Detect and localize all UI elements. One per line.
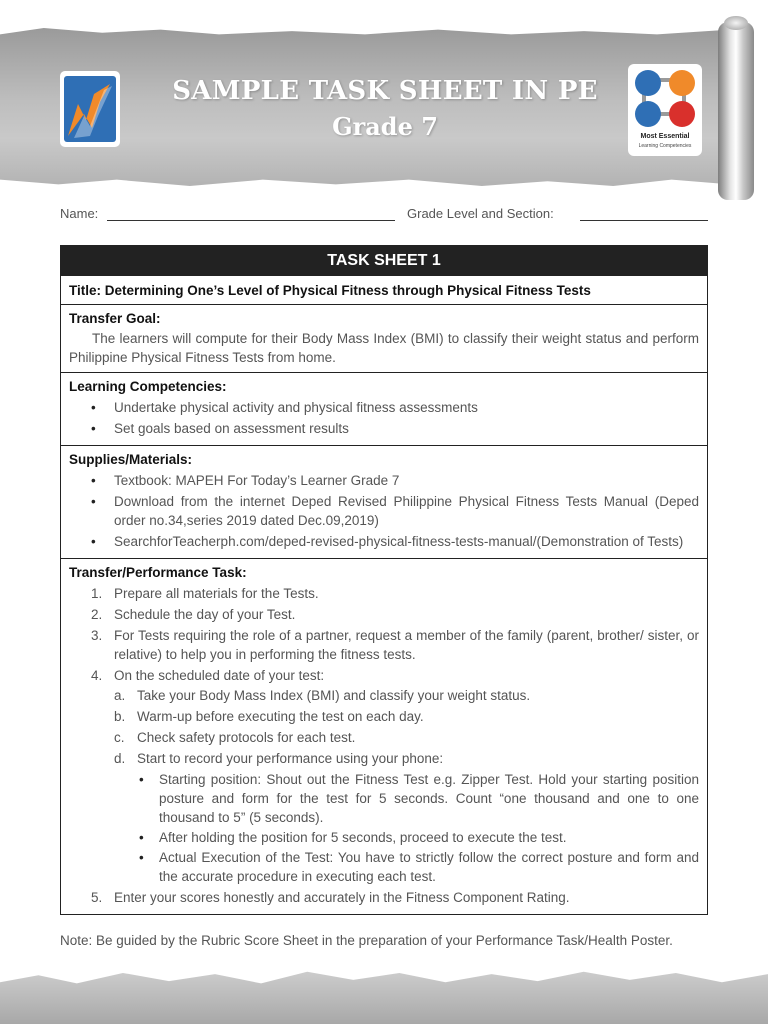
task-title: Title: Determining One’s Level of Physical Fitness through Physical Fitness Tests — [61, 275, 707, 304]
list-item: • After holding the position for 5 seconds, proceed to execute the test. — [137, 828, 699, 847]
transfer-goal-section — [61, 304, 707, 372]
grade-section-label: Grade Level and Section: — [407, 206, 554, 221]
list-item: • Starting position: Shout out the Fitness Test e.g. Zipper Test. Hold your starting position posture and form for the test for 5 seconds. Count “one thousand and one to one thousand to 5” (5 seconds). — [137, 770, 699, 827]
step-marker: 4. — [91, 668, 103, 683]
grade-section-field[interactable] — [580, 220, 708, 221]
performance-task-heading: Transfer/Performance Task: — [69, 565, 247, 580]
step-text: Prepare all materials for the Tests. — [114, 586, 319, 601]
transfer-goal-text: The learners will compute for their Body Mass Index (BMI) to classify their weight status and perform Philippine Physical Fitness Tests from home. — [69, 331, 699, 365]
step-item — [69, 888, 699, 907]
step-item — [69, 626, 699, 664]
substep-marker: b. — [114, 709, 126, 724]
step-item — [69, 666, 699, 886]
supplies-heading: Supplies/Materials: — [69, 452, 193, 467]
step-marker: 1. — [91, 586, 103, 601]
substep-text: Take your Body Mass Index (BMI) and classify your weight status. — [137, 688, 531, 703]
step-text: Schedule the day of your Test. — [114, 607, 296, 622]
list-item: • SearchforTeacherph.com/deped-revised-physical-fitness-tests-manual/(Demonstration of Tests) — [69, 532, 699, 551]
name-label: Name: — [60, 206, 99, 221]
melc-logo-subtitle: Learning Competencies — [638, 143, 692, 149]
deped-logo-icon — [64, 76, 116, 142]
step-marker: 2. — [91, 607, 103, 622]
step-marker: 5. — [91, 890, 103, 905]
step-text: Enter your scores honestly and accurately in the Fitness Component Rating. — [114, 890, 570, 905]
substep-item — [114, 749, 699, 886]
list-item: • Download from the internet Deped Revised Philippine Physical Fitness Tests Manual (Deped order no.34,series 2019 dated Dec.09,2019) — [69, 492, 699, 530]
melc-logo-icon — [631, 67, 699, 133]
name-field[interactable] — [107, 220, 395, 221]
melc-logo-title: Most Essential — [640, 133, 690, 140]
substep-item — [114, 728, 699, 747]
list-item: • Textbook: MAPEH For Today’s Learner Grade 7 — [69, 471, 699, 490]
bottom-torn-paper-decoration — [0, 966, 768, 1024]
step-text: For Tests requiring the role of a partner, request a member of the family (parent, brother/ sister, or relative) to help you in performing the fitness tests. — [114, 628, 699, 662]
melc-logo — [628, 64, 702, 156]
footer-note: Note: Be guided by the Rubric Score Sheet in the preparation of your Performance Task/Health Poster. — [60, 933, 673, 948]
supplies-section — [61, 445, 707, 558]
substep-item — [114, 686, 699, 705]
learning-competencies-heading: Learning Competencies: — [69, 379, 227, 394]
task-sheet-heading: TASK SHEET 1 — [61, 246, 707, 275]
transfer-goal-heading: Transfer Goal: — [69, 311, 161, 326]
step-text: On the scheduled date of your test: — [114, 668, 325, 683]
deped-logo — [60, 71, 120, 147]
student-info-row — [60, 206, 710, 226]
substep-text: Check safety protocols for each test. — [137, 730, 356, 745]
list-item: • Set goals based on assessment results — [69, 419, 699, 438]
list-item: • Actual Execution of the Test: You have to strictly follow the correct posture and form and the accurate procedure in executing each test. — [137, 848, 699, 886]
page-title: SAMPLE TASK SHEET IN PE — [172, 76, 598, 106]
substep-text: Warm-up before executing the test on each day. — [137, 709, 424, 724]
substep-marker: d. — [114, 751, 126, 766]
step-item — [69, 605, 699, 624]
list-item: • Undertake physical activity and physical fitness assessments — [69, 398, 699, 417]
substep-item — [114, 707, 699, 726]
step-item — [69, 584, 699, 603]
substep-marker: a. — [114, 688, 126, 703]
substep-marker: c. — [114, 730, 125, 745]
page-subtitle: Grade 7 — [332, 112, 438, 141]
paper-scroll-decoration — [718, 22, 754, 200]
performance-task-section — [61, 558, 707, 914]
learning-competencies-section — [61, 372, 707, 445]
step-marker: 3. — [91, 628, 103, 643]
substep-text: Start to record your performance using your phone: — [137, 751, 444, 766]
task-sheet — [60, 245, 708, 915]
